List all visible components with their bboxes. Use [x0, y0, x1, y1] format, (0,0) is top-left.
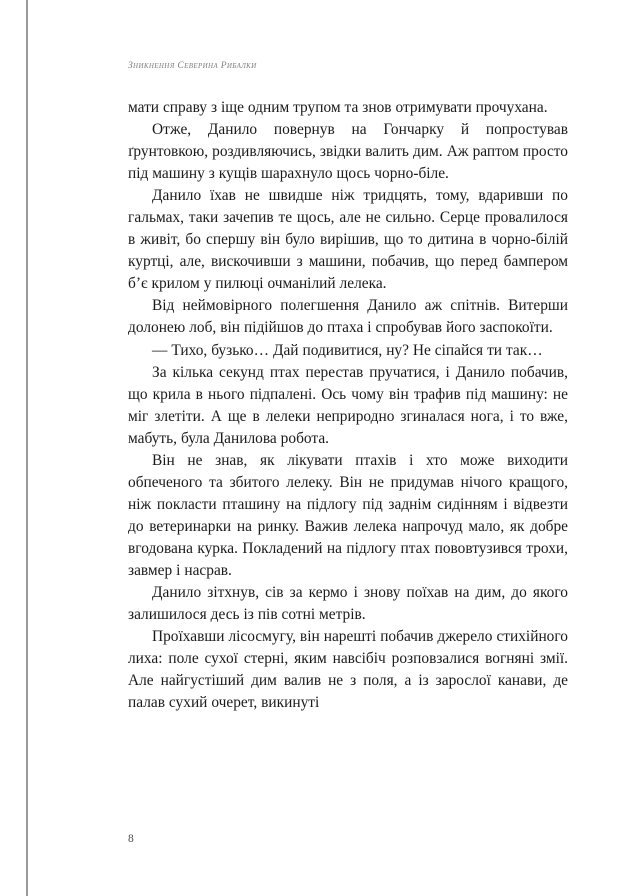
paragraph: Він не знав, як лікувати птахів і хто може виходити обпеченого та збитого лелеку. Він не придумав нічого кращого, ніж покласти пташину на підлогу під заднім сидінням і відвезти до ветеринарки на ринку. Важив лелека напрочуд мало, як добре вгодована курка. Покладений на підлогу птах пововтузився трохи, завмер і насрав.: [128, 451, 568, 579]
paragraph: Проїхавши лісосмугу, він нарешті побачив джерело стихійного лиха: поле сухої стерні, яким навсібіч розповзалися вогняні змії. Але найгустіший дим валив не з поля, а із зарослої канави, де палав сухий очерет, викинуті: [128, 628, 568, 712]
body-text-block: [128, 97, 568, 714]
paragraph-dialogue: — Тихо, бузько… Дай подивитися, ну? Не сіпайся ти так…: [152, 341, 543, 359]
paragraph: Данило зітхнув, сів за кермо і знову поїхав на дим, до якого залишилося десь із пів сотні метрів.: [128, 584, 568, 624]
page-number: 8: [128, 833, 134, 845]
paragraph: Від неймовірного полегшення Данило аж спітнів. Витерши долонею лоб, він підійшов до птаха і спробував його заспокоїти.: [128, 297, 568, 337]
paragraph: мати справу з іще одним трупом та знов отримувати прочухана.: [128, 99, 548, 116]
paragraph: За кілька секунд птах перестав пручатися, і Данило побачив, що крила в нього підпалені. Ось чому він трафив під машину: не міг злетіти. А ще в лелеки неприродно згиналася нога, і то вже, мабуть, була Данилова робота.: [128, 363, 568, 447]
paragraph: Данило їхав не швидше ніж тридцять, тому, вдаривши по гальмах, таки зачепив те щось, але не сильно. Серце провалилося в живіт, бо спершу він було вирішив, що то дитина в чорно-білій куртці, але, вискочивши з машини, побачив, що перед бампером б’є крилом у пилюці очманілий лелека.: [128, 187, 568, 293]
running-head: Зникнення Северина Рибалки: [128, 61, 257, 71]
paragraph: Отже, Данило повернув на Гончарку й попростував ґрунтовкою, роздивляючись, звідки валить дим. Аж раптом просто під машину з кущів шарахнуло щось чорно-біле.: [128, 121, 568, 183]
